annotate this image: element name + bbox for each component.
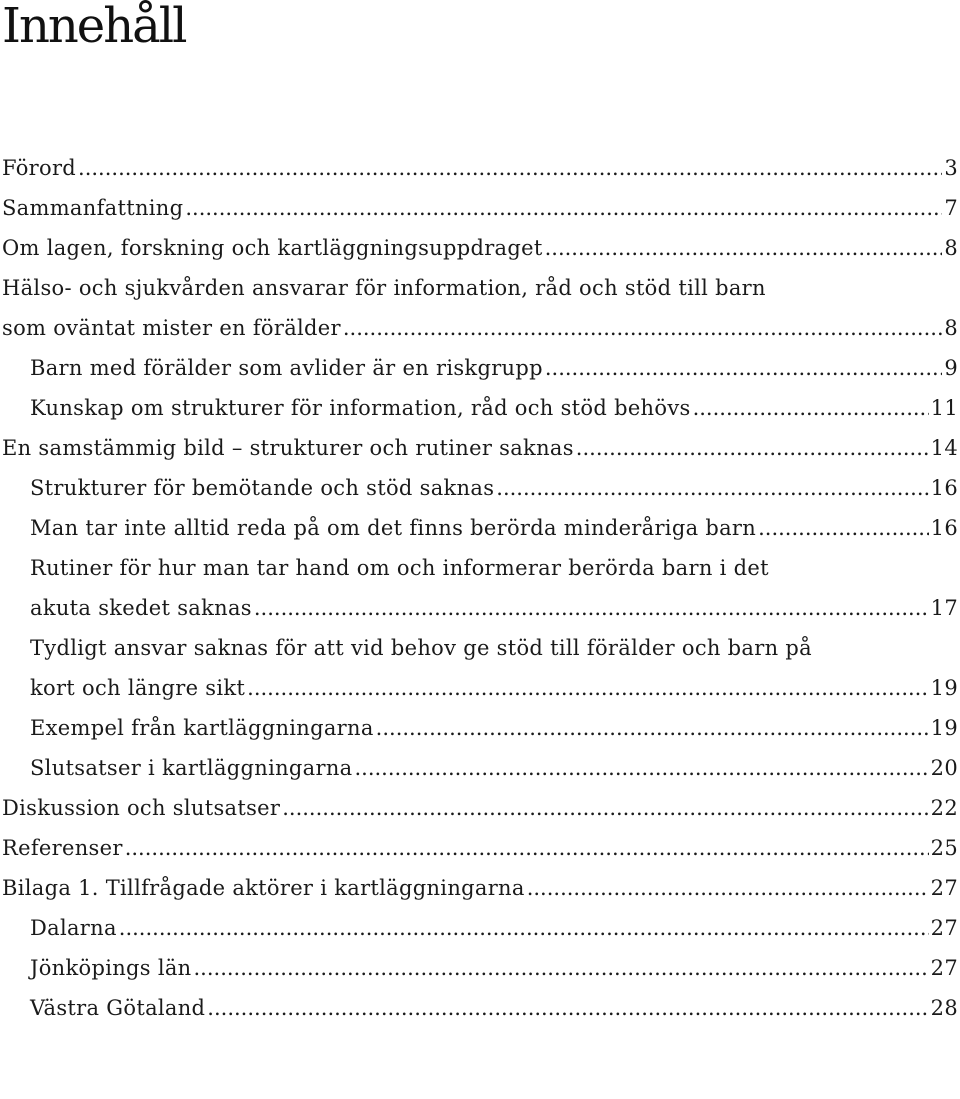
toc-entry-label: Referenser bbox=[2, 836, 123, 860]
toc-page-number: 27 bbox=[930, 956, 958, 980]
toc-page-number: 19 bbox=[930, 676, 958, 700]
table-of-contents bbox=[0, 148, 960, 1028]
toc-entry-label: Kunskap om strukturer för information, råd och stöd behövs bbox=[30, 396, 691, 420]
toc-entry-rutiner-akuta-skedet[interactable] bbox=[0, 548, 960, 628]
dot-leader bbox=[207, 988, 928, 1028]
toc-page-number: 7 bbox=[944, 196, 958, 220]
toc-entry-label: Barn med förälder som avlider är en riskgrupp bbox=[30, 356, 543, 380]
toc-entry-label: Om lagen, forskning och kartläggningsuppdraget bbox=[2, 236, 543, 260]
toc-page-number: 16 bbox=[930, 516, 958, 540]
toc-entry-label: Jönköpings län bbox=[30, 956, 192, 980]
toc-page-number: 14 bbox=[930, 436, 958, 460]
toc-page-number: 27 bbox=[930, 916, 958, 940]
toc-entry-label: Sammanfattning bbox=[2, 196, 184, 220]
toc-entry-label-line1: Hälso- och sjukvården ansvarar för information, råd och stöd till barn bbox=[2, 276, 766, 300]
dot-leader bbox=[354, 748, 928, 788]
toc-entry-label-line1: Rutiner för hur man tar hand om och informerar berörda barn i det bbox=[30, 556, 769, 580]
toc-entry-samstammig-bild[interactable] bbox=[0, 428, 960, 468]
dot-leader bbox=[376, 708, 929, 748]
toc-entry-slutsatser-kartlaggningarna[interactable] bbox=[0, 748, 960, 788]
toc-entry-label-line1: Tydligt ansvar saknas för att vid behov ge stöd till förälder och barn på bbox=[30, 636, 812, 660]
toc-entry-dalarna[interactable] bbox=[0, 908, 960, 948]
toc-page-number: 9 bbox=[944, 356, 958, 380]
toc-entry-diskussion[interactable] bbox=[0, 788, 960, 828]
dot-leader bbox=[693, 388, 929, 428]
dot-leader bbox=[185, 188, 942, 228]
toc-entry-label: Man tar inte alltid reda på om det finns berörda minderåriga barn bbox=[30, 516, 757, 540]
toc-entry-label: Dalarna bbox=[30, 916, 117, 940]
dot-leader bbox=[194, 948, 929, 988]
dot-leader bbox=[343, 308, 942, 348]
page-title: Innehåll bbox=[2, 0, 186, 54]
toc-page-number: 28 bbox=[930, 996, 958, 1020]
toc-entry-label-line2: akuta skedet saknas bbox=[30, 596, 252, 620]
toc-entry-label-line2: som oväntat mister en förälder bbox=[2, 316, 341, 340]
dot-leader bbox=[282, 788, 928, 828]
dot-leader bbox=[254, 588, 929, 628]
toc-page-number: 16 bbox=[930, 476, 958, 500]
toc-entry-label: Diskussion och slutsatser bbox=[2, 796, 281, 820]
toc-page-number: 20 bbox=[930, 756, 958, 780]
toc-entry-tydligt-ansvar[interactable] bbox=[0, 628, 960, 708]
toc-page-number: 8 bbox=[944, 236, 958, 260]
toc-entry-strukturer-bemotande[interactable] bbox=[0, 468, 960, 508]
dot-leader bbox=[758, 508, 929, 548]
dot-leader bbox=[247, 668, 929, 708]
dot-leader bbox=[125, 828, 929, 868]
toc-entry-kunskap[interactable] bbox=[0, 388, 960, 428]
dot-leader bbox=[496, 468, 928, 508]
dot-leader bbox=[119, 908, 929, 948]
toc-page-number: 19 bbox=[930, 716, 958, 740]
toc-entry-label: Bilaga 1. Tillfrågade aktörer i kartläggningarna bbox=[2, 876, 525, 900]
toc-entry-referenser[interactable] bbox=[0, 828, 960, 868]
toc-entry-label: Slutsatser i kartläggningarna bbox=[30, 756, 353, 780]
toc-entry-label-line2: kort och längre sikt bbox=[30, 676, 246, 700]
toc-entry-forord[interactable] bbox=[0, 148, 960, 188]
toc-entry-label: Förord bbox=[2, 156, 77, 180]
toc-page-number: 11 bbox=[930, 396, 958, 420]
dot-leader bbox=[576, 428, 929, 468]
toc-page-number: 17 bbox=[930, 596, 958, 620]
toc-page-number: 3 bbox=[944, 156, 958, 180]
toc-entry-label: Exempel från kartläggningarna bbox=[30, 716, 374, 740]
toc-entry-label: En samstämmig bild – strukturer och rutiner saknas bbox=[2, 436, 574, 460]
toc-page-number: 8 bbox=[944, 316, 958, 340]
dot-leader bbox=[545, 348, 942, 388]
toc-page-number: 22 bbox=[930, 796, 958, 820]
toc-entry-sammanfattning[interactable] bbox=[0, 188, 960, 228]
toc-entry-bilaga-1[interactable] bbox=[0, 868, 960, 908]
toc-entry-riskgrupp[interactable] bbox=[0, 348, 960, 388]
toc-page-number: 27 bbox=[930, 876, 958, 900]
dot-leader bbox=[78, 148, 942, 188]
toc-entry-vastra-gotaland[interactable] bbox=[0, 988, 960, 1028]
toc-entry-exempel[interactable] bbox=[0, 708, 960, 748]
toc-entry-label: Strukturer för bemötande och stöd saknas bbox=[30, 476, 495, 500]
toc-page-number: 25 bbox=[930, 836, 958, 860]
dot-leader bbox=[545, 228, 943, 268]
toc-entry-jonkopings-lan[interactable] bbox=[0, 948, 960, 988]
toc-entry-minderariga-barn[interactable] bbox=[0, 508, 960, 548]
toc-entry-label: Västra Götaland bbox=[30, 996, 206, 1020]
toc-entry-om-lagen[interactable] bbox=[0, 228, 960, 268]
toc-entry-halso-och-sjukvarden[interactable] bbox=[0, 268, 960, 348]
dot-leader bbox=[527, 868, 929, 908]
